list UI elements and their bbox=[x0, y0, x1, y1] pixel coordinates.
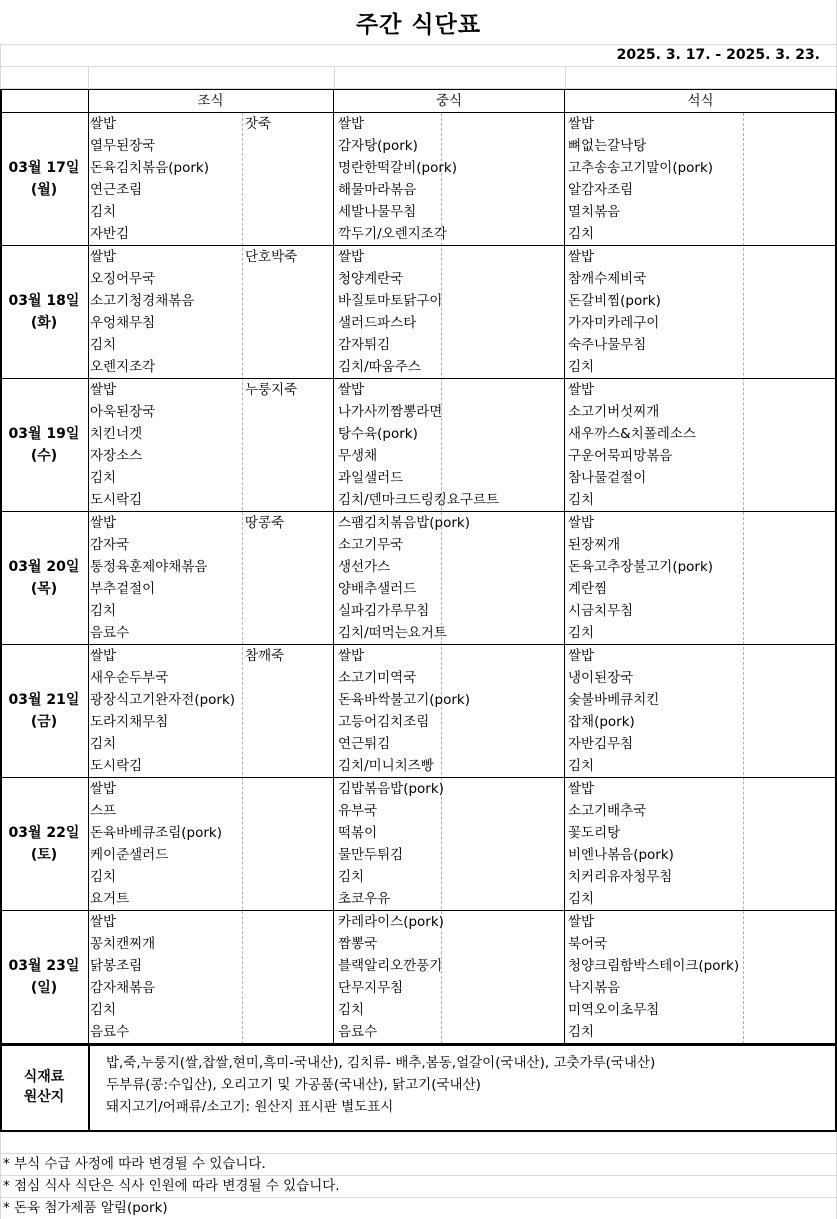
gridline bbox=[334, 66, 335, 88]
breakfast-item: 부추겉절이 bbox=[90, 581, 156, 597]
dinner-item: 참나물겉절이 bbox=[568, 470, 647, 486]
dinner-item: 김치 bbox=[568, 625, 595, 641]
breakfast-item: 김치 bbox=[90, 204, 117, 220]
lunch-item: 초코우유 bbox=[338, 891, 391, 907]
lunch-item: 물만두튀김 bbox=[338, 847, 404, 863]
porridge-item: 땅콩죽 bbox=[245, 515, 285, 531]
dinner-item: 돈육고추장불고기(pork) bbox=[568, 559, 714, 575]
lunch-item: 과일샐러드 bbox=[338, 470, 404, 486]
dinner-item: 뼈없는갈낙탕 bbox=[568, 138, 647, 154]
porridge-item: 단호박죽 bbox=[245, 249, 298, 265]
breakfast-item: 돈육바베큐조림(pork) bbox=[90, 825, 223, 841]
breakfast-item: 우엉채무침 bbox=[90, 315, 156, 331]
day-label bbox=[0, 423, 88, 467]
breakfast-item: 스프 bbox=[90, 803, 117, 819]
table-border bbox=[0, 1130, 837, 1132]
day-date: 03월 19일 bbox=[8, 426, 80, 442]
dinner-item: 자반김무침 bbox=[568, 736, 634, 752]
lunch-item: 돈육바싹불고기(pork) bbox=[338, 692, 471, 708]
dinner-item: 쌀밥 bbox=[568, 382, 595, 398]
lunch-item: 김치 bbox=[338, 1002, 365, 1018]
note-line: * 점심 식사 식단은 식사 인원에 따라 변경될 수 있습니다. bbox=[3, 1178, 340, 1194]
day-weekday: (토) bbox=[30, 847, 58, 863]
day-weekday: (금) bbox=[30, 714, 58, 730]
breakfast-item: 쌀밥 bbox=[90, 781, 117, 797]
lunch-item: 단무지무침 bbox=[338, 980, 404, 996]
lunch-item: 나가사끼짬뽕라면 bbox=[338, 404, 443, 420]
breakfast-item: 오렌지조각 bbox=[90, 359, 156, 375]
dinner-item: 소고기배추국 bbox=[568, 803, 647, 819]
lunch-item: 연근튀김 bbox=[338, 736, 391, 752]
dinner-item: 비엔나볶음(pork) bbox=[568, 847, 674, 863]
dinner-item: 숙주나물무침 bbox=[568, 337, 647, 353]
gridline bbox=[0, 66, 837, 67]
lunch-item: 김밥볶음밥(pork) bbox=[338, 781, 444, 797]
dinner-item: 쌀밥 bbox=[568, 515, 595, 531]
dinner-item: 김치 bbox=[568, 359, 595, 375]
lunch-item: 소고기미역국 bbox=[338, 670, 417, 686]
day-weekday: (화) bbox=[30, 315, 58, 331]
lunch-item: 스팸김치볶음밥(pork) bbox=[338, 515, 471, 531]
dinner-item: 참깨수제비국 bbox=[568, 271, 647, 287]
dinner-item: 잡채(pork) bbox=[568, 714, 635, 730]
dinner-item: 치커리유자청무침 bbox=[568, 869, 673, 885]
breakfast-item: 쌀밥 bbox=[90, 648, 117, 664]
lunch-item: 감자튀김 bbox=[338, 337, 391, 353]
breakfast-item: 오징어무국 bbox=[90, 271, 156, 287]
lunch-item: 명란한떡갈비(pork) bbox=[338, 160, 457, 176]
lunch-item: 김치/덴마크드링킹요구르트 bbox=[338, 492, 500, 508]
dinner-item: 멸치볶음 bbox=[568, 204, 621, 220]
dinner-item: 쌀밥 bbox=[568, 781, 595, 797]
day-weekday: (월) bbox=[30, 182, 58, 198]
day-date: 03월 21일 bbox=[8, 692, 80, 708]
lunch-item: 해물마라볶음 bbox=[338, 182, 417, 198]
breakfast-item: 김치 bbox=[90, 1002, 117, 1018]
dinner-item: 쌀밥 bbox=[568, 648, 595, 664]
header-breakfast: 조식 bbox=[197, 93, 224, 109]
origin-line: 두부류(콩:수입산), 오리고기 및 가공품(국내산), 닭고기(국내산) bbox=[106, 1077, 481, 1093]
day-weekday: (수) bbox=[30, 448, 58, 464]
dinner-item: 새우까스&치폴레소스 bbox=[568, 426, 696, 442]
breakfast-item: 쌀밥 bbox=[90, 116, 117, 132]
gridline bbox=[242, 113, 243, 1044]
origin-label bbox=[0, 1044, 88, 1130]
lunch-item: 카레라이스(pork) bbox=[338, 914, 444, 930]
day-label bbox=[0, 556, 88, 600]
lunch-item: 감자탕(pork) bbox=[338, 138, 418, 154]
day-label bbox=[0, 822, 88, 866]
lunch-item: 깍두기/오렌지조각 bbox=[338, 226, 447, 242]
gridline bbox=[743, 113, 744, 1044]
lunch-item: 유부국 bbox=[338, 803, 378, 819]
breakfast-item: 김치 bbox=[90, 869, 117, 885]
gridline bbox=[88, 66, 89, 88]
lunch-item: 김치/따움주스 bbox=[338, 359, 421, 375]
note-line: * 돈육 첨가제품 알림(pork) bbox=[3, 1200, 168, 1216]
breakfast-item: 김치 bbox=[90, 337, 117, 353]
lunch-item: 실파김가루무침 bbox=[338, 603, 430, 619]
dinner-item: 김치 bbox=[568, 226, 595, 242]
breakfast-item: 음료수 bbox=[90, 625, 130, 641]
dinner-item: 꽃도리탕 bbox=[568, 825, 621, 841]
note-line: * 부식 수급 사정에 따라 변경될 수 있습니다. bbox=[3, 1156, 266, 1172]
lunch-item: 소고기무국 bbox=[338, 537, 404, 553]
dinner-item: 김치 bbox=[568, 891, 595, 907]
page-title: 주간 식단표 bbox=[355, 11, 482, 38]
origin-label-line1: 식재료 bbox=[23, 1069, 65, 1085]
dinner-item: 낙지볶음 bbox=[568, 980, 621, 996]
dinner-item: 고추송송고기말이(pork) bbox=[568, 160, 714, 176]
breakfast-item: 도시락김 bbox=[90, 492, 143, 508]
lunch-item: 떡볶이 bbox=[338, 825, 378, 841]
dinner-item: 된장찌개 bbox=[568, 537, 621, 553]
breakfast-item: 김치 bbox=[90, 603, 117, 619]
breakfast-item: 쌀밥 bbox=[90, 914, 117, 930]
header-lunch: 중식 bbox=[435, 93, 463, 109]
dinner-item: 쌀밥 bbox=[568, 249, 595, 265]
breakfast-item: 꽁치캔찌개 bbox=[90, 936, 156, 952]
breakfast-item: 새우순두부국 bbox=[90, 670, 169, 686]
day-date: 03월 17일 bbox=[8, 160, 80, 176]
breakfast-item: 돈육김치볶음(pork) bbox=[90, 160, 209, 176]
breakfast-item: 쌀밥 bbox=[90, 515, 117, 531]
breakfast-item: 치킨너겟 bbox=[90, 426, 143, 442]
breakfast-item: 쌀밥 bbox=[90, 382, 117, 398]
origin-line: 돼지고기/어패류/소고기: 원산지 표시판 별도표시 bbox=[106, 1099, 394, 1115]
breakfast-item: 김치 bbox=[90, 470, 117, 486]
breakfast-item: 도시락김 bbox=[90, 758, 143, 774]
breakfast-item: 김치 bbox=[90, 736, 117, 752]
breakfast-item: 요거트 bbox=[90, 891, 130, 907]
day-label bbox=[0, 290, 88, 334]
table-border bbox=[0, 1044, 837, 1046]
date-range: 2025. 3. 17. - 2025. 3. 23. bbox=[616, 47, 820, 63]
day-label bbox=[0, 955, 88, 999]
breakfast-item: 음료수 bbox=[90, 1024, 130, 1040]
header-dinner: 석식 bbox=[687, 93, 714, 109]
lunch-item: 쌀밥 bbox=[338, 648, 365, 664]
gridline bbox=[441, 113, 442, 1044]
origin-label-line2: 원산지 bbox=[23, 1089, 65, 1105]
dinner-item: 김치 bbox=[568, 1024, 595, 1040]
dinner-item: 북어국 bbox=[568, 936, 608, 952]
breakfast-item: 자반김 bbox=[90, 226, 130, 242]
lunch-item: 김치 bbox=[338, 869, 365, 885]
day-weekday: (일) bbox=[30, 980, 58, 996]
lunch-item: 김치/미니치즈빵 bbox=[338, 758, 434, 774]
dinner-item: 냉이된장국 bbox=[568, 670, 634, 686]
table-border bbox=[0, 112, 837, 113]
table-border bbox=[0, 378, 837, 379]
day-weekday: (목) bbox=[30, 581, 58, 597]
porridge-item: 누룽지죽 bbox=[245, 382, 298, 398]
dinner-item: 시금치무침 bbox=[568, 603, 634, 619]
dinner-item: 계란찜 bbox=[568, 581, 608, 597]
lunch-item: 생선가스 bbox=[338, 559, 391, 575]
lunch-item: 블랙알리오깐풍기 bbox=[338, 958, 443, 974]
breakfast-item: 연근조림 bbox=[90, 182, 143, 198]
table-border bbox=[333, 89, 334, 1044]
gridline bbox=[0, 44, 837, 45]
breakfast-item: 통정육훈제야채볶음 bbox=[90, 559, 208, 575]
breakfast-item: 아욱된장국 bbox=[90, 404, 156, 420]
porridge-item: 참깨죽 bbox=[245, 648, 285, 664]
day-date: 03월 22일 bbox=[8, 825, 80, 841]
dinner-item: 돈갈비찜(pork) bbox=[568, 293, 661, 309]
lunch-item: 양배추샐러드 bbox=[338, 581, 417, 597]
lunch-item: 쌀밥 bbox=[338, 382, 365, 398]
day-label bbox=[0, 689, 88, 733]
dinner-item: 김치 bbox=[568, 758, 595, 774]
dinner-item: 미역오이초무침 bbox=[568, 1002, 660, 1018]
dinner-item: 알감자조림 bbox=[568, 182, 634, 198]
breakfast-item: 열무된장국 bbox=[90, 138, 156, 154]
breakfast-item: 케이준샐러드 bbox=[90, 847, 169, 863]
lunch-item: 쌀밥 bbox=[338, 116, 365, 132]
breakfast-item: 닭봉조림 bbox=[90, 958, 143, 974]
dinner-item: 쌀밥 bbox=[568, 914, 595, 930]
day-date: 03월 20일 bbox=[8, 559, 80, 575]
lunch-item: 김치/떠먹는요거트 bbox=[338, 625, 447, 641]
breakfast-item: 쌀밥 bbox=[90, 249, 117, 265]
breakfast-item: 자장소스 bbox=[90, 448, 143, 464]
table-border bbox=[0, 644, 837, 645]
table-border bbox=[0, 245, 837, 246]
dinner-item: 김치 bbox=[568, 492, 595, 508]
dinner-item: 숯불바베큐치킨 bbox=[568, 692, 660, 708]
lunch-item: 짬뽕국 bbox=[338, 936, 378, 952]
breakfast-item: 광장식고기완자전(pork) bbox=[90, 692, 236, 708]
table-border bbox=[564, 89, 565, 1044]
lunch-item: 무생채 bbox=[338, 448, 378, 464]
gridline bbox=[565, 66, 566, 88]
day-label bbox=[0, 157, 88, 201]
breakfast-item: 감자채볶음 bbox=[90, 980, 156, 996]
dinner-item: 쌀밥 bbox=[568, 116, 595, 132]
dinner-item: 소고기버섯찌개 bbox=[568, 404, 660, 420]
origin-info bbox=[106, 1052, 655, 1118]
origin-line: 밥,죽,누룽지(쌀,찹쌀,현미,흑미-국내산), 김치류- 배추,봄동,얼갈이(국내산), 고춧가루(국내산) bbox=[106, 1055, 656, 1071]
breakfast-item: 도라지채무침 bbox=[90, 714, 169, 730]
table-border bbox=[88, 1044, 90, 1132]
dinner-item: 청양크림함박스테이크(pork) bbox=[568, 958, 740, 974]
lunch-item: 고등어김치조림 bbox=[338, 714, 430, 730]
lunch-item: 탕수육(pork) bbox=[338, 426, 418, 442]
dinner-item: 가자미카레구이 bbox=[568, 315, 660, 331]
day-date: 03월 18일 bbox=[8, 293, 80, 309]
table-border bbox=[88, 89, 89, 1044]
day-date: 03월 23일 bbox=[8, 958, 80, 974]
lunch-item: 음료수 bbox=[338, 1024, 378, 1040]
breakfast-item: 소고기청경채볶음 bbox=[90, 293, 195, 309]
lunch-item: 세발나물무침 bbox=[338, 204, 417, 220]
lunch-item: 청양계란국 bbox=[338, 271, 404, 287]
dinner-item: 구운어묵피망볶음 bbox=[568, 448, 673, 464]
porridge-item: 잣죽 bbox=[245, 116, 272, 132]
lunch-item: 쌀밥 bbox=[338, 249, 365, 265]
lunch-item: 샐러드파스타 bbox=[338, 315, 417, 331]
lunch-item: 바질토마토닭구이 bbox=[338, 293, 443, 309]
breakfast-item: 감자국 bbox=[90, 537, 130, 553]
